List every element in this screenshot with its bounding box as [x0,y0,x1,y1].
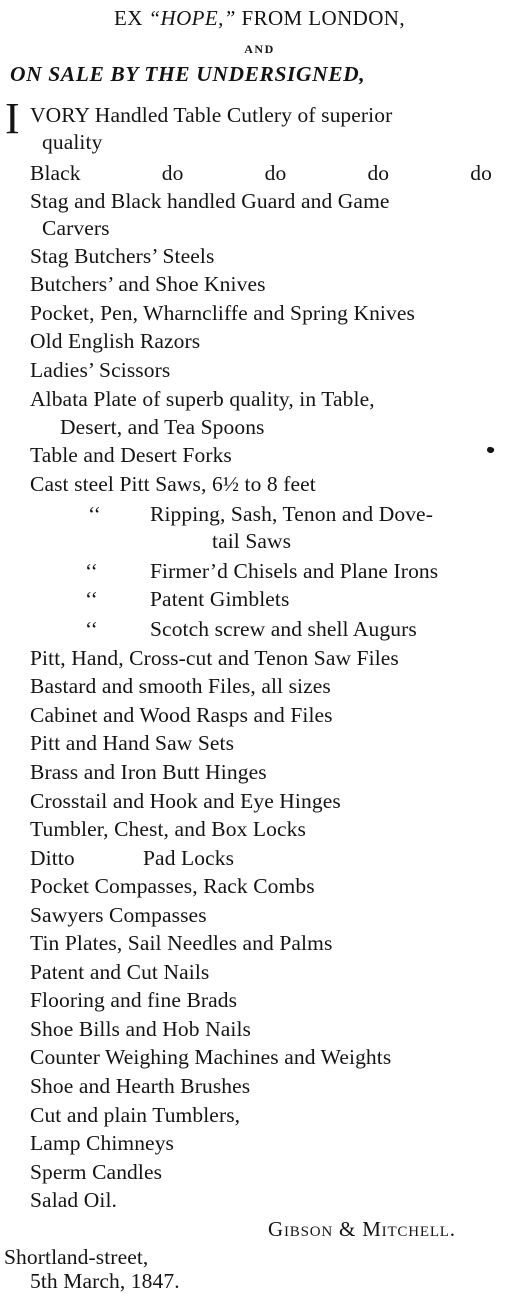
drop-cap: I [5,94,20,143]
ditto-mark: ‘‘ [88,502,101,526]
do-word: do [367,161,390,185]
item-chimneys: Lamp Chimneys [30,1131,175,1155]
date: 5th March, 1847. [30,1269,180,1293]
item-pad-locks: Pad Locks [143,846,235,870]
header-ex: EX [114,6,149,30]
do-word: do [264,161,287,185]
item-nails: Patent and Cut Nails [30,960,210,984]
header-line-1 [0,4,519,32]
item-ivory-cutlery: VORY Handled Table Cutlery of superior [30,103,393,127]
item-chisels: Firmer’d Chisels and Plane Irons [150,559,439,583]
item-crosstail-hinges: Crosstail and Hook and Eye Hinges [30,789,341,813]
item-locks: Tumbler, Chest, and Box Locks [30,817,306,841]
item-black-do [30,159,492,187]
item-pocket-knives: Pocket, Pen, Wharncliffe and Spring Knives [30,301,415,325]
item-butchers-knives: Butchers’ and Shoe Knives [30,272,266,296]
item-ripping-saws-cont: tail Saws [212,529,292,553]
item-forks: Table and Desert Forks [30,443,232,467]
address: Shortland-street, [4,1245,149,1269]
header-and: AND [244,42,275,56]
item-candles: Sperm Candles [30,1160,163,1184]
item-gimblets: Patent Gimblets [150,587,290,611]
do-word: do [470,161,492,185]
item-albata: Albata Plate of superb quality, in Table, [30,387,375,411]
item-scissors: Ladies’ Scissors [30,358,171,382]
signature: Gibson & Mitchell. [268,1217,456,1241]
item-ditto: Ditto [30,846,75,870]
header-on-sale: ON SALE BY THE UNDERSIGNED, [10,62,366,86]
header-from-london: FROM LONDON, [235,6,405,30]
item-albata-cont: Desert, and Tea Spoons [60,415,265,439]
ditto-mark: ‘‘ [85,587,98,611]
item-rasps: Cabinet and Wood Rasps and Files [30,703,333,727]
ditto-mark: ‘‘ [85,617,98,641]
item-compasses: Pocket Compasses, Rack Combs [30,874,315,898]
item-sawyers: Sawyers Compasses [30,903,207,927]
item-tumblers: Cut and plain Tumblers, [30,1103,241,1127]
item-stag-carvers: Stag and Black handled Guard and Game [30,189,390,213]
ship-name: “HOPE,” [148,6,236,30]
item-ivory-cutlery-cont: quality [42,130,103,154]
item-stag-carvers-cont: Carvers [42,216,110,240]
item-weighing-machines: Counter Weighing Machines and Weights [30,1045,392,1069]
item-ripping-saws: Ripping, Sash, Tenon and Dove- [150,502,433,526]
item-razors: Old English Razors [30,329,201,353]
ditto-mark: ‘‘ [85,559,98,583]
item-augurs: Scotch screw and shell Augurs [150,617,417,641]
item-butt-hinges: Brass and Iron Butt Hinges [30,760,267,784]
item-shoe-bills: Shoe Bills and Hob Nails [30,1017,251,1041]
item-brads: Flooring and fine Brads [30,988,238,1012]
do-word: do [161,161,184,185]
item-brushes: Shoe and Hearth Brushes [30,1074,251,1098]
item-pitt-saws: Cast steel Pitt Saws, 6½ to 8 feet [30,472,316,496]
item-oil: Salad Oil. [30,1188,117,1212]
item-tin-plates: Tin Plates, Sail Needles and Palms [30,931,333,955]
black-word: Black [30,161,81,185]
item-bastard-files: Bastard and smooth Files, all sizes [30,674,331,698]
item-saw-sets: Pitt and Hand Saw Sets [30,731,235,755]
item-stag-steels: Stag Butchers’ Steels [30,244,215,268]
item-saw-files: Pitt, Hand, Cross-cut and Tenon Saw Files [30,646,399,670]
ink-speck [486,446,495,454]
